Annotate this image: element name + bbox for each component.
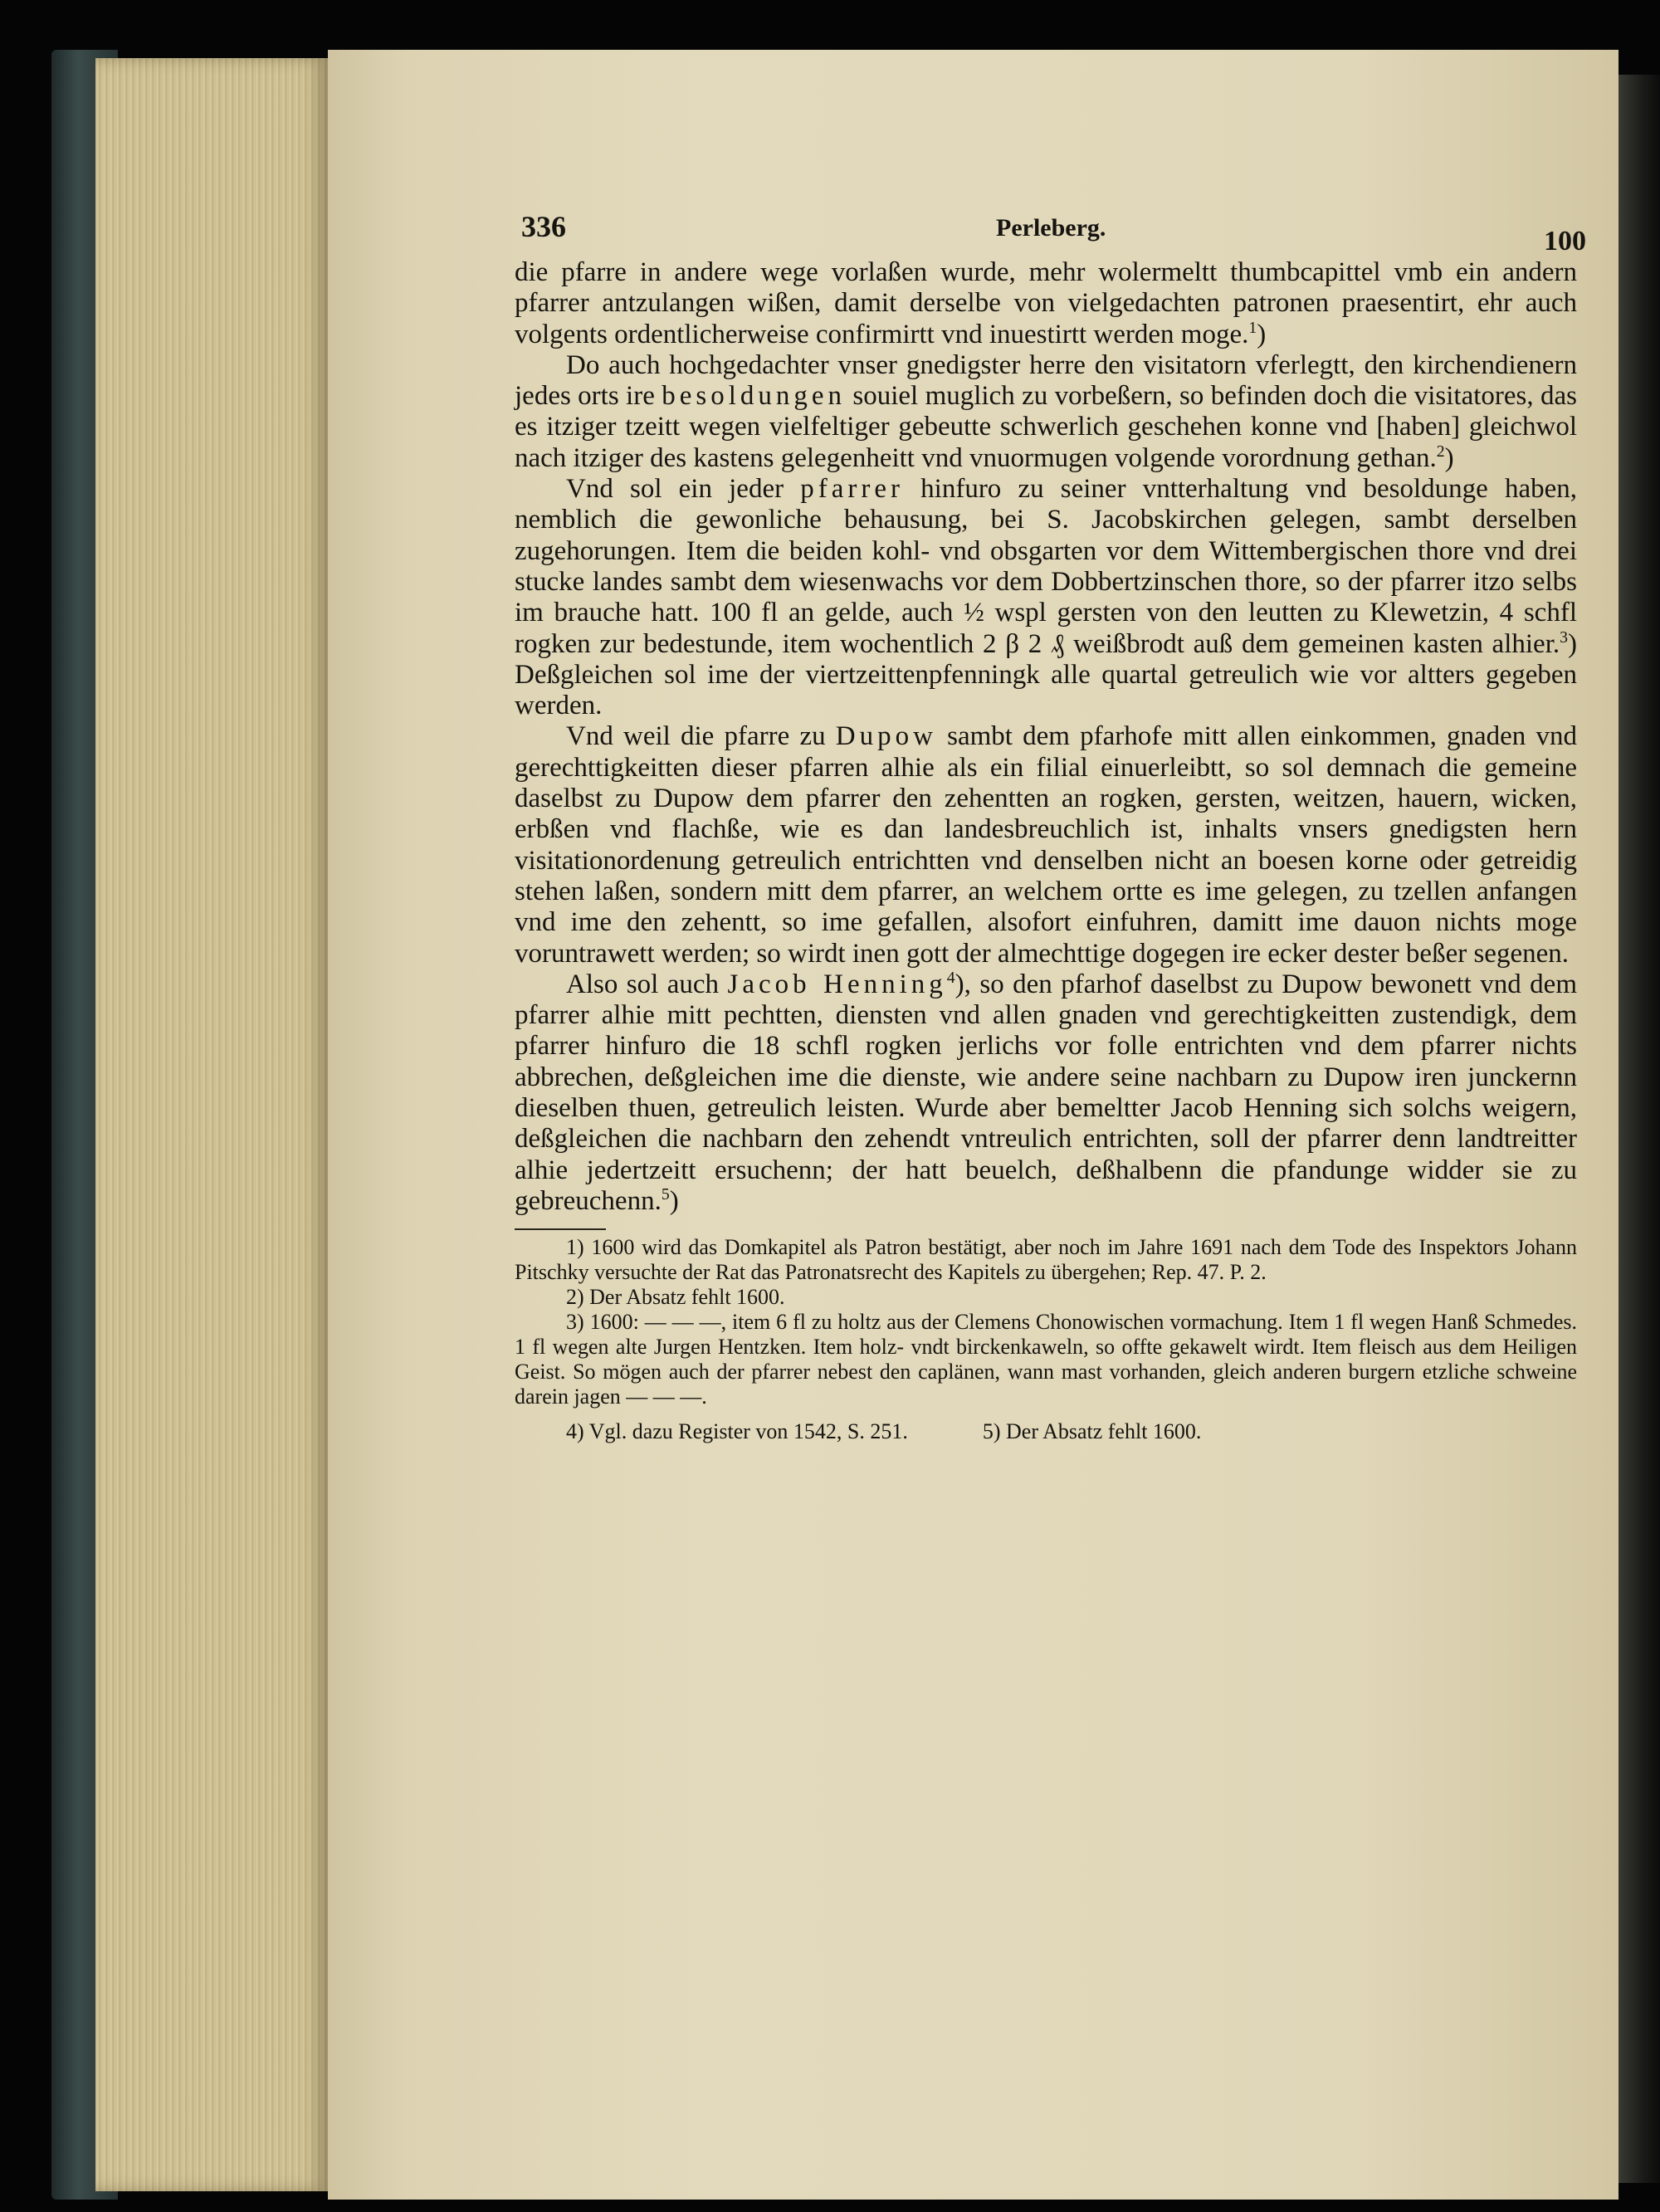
text-run: ), so den pfarhof daselbst zu Dupow bewonett vnd dem pfarrer alhie mitt pechtten, diensten vnd allen gnaden vnd gerechtigkeitten zustendigk, dem pfarrer hinfuro die 18 schfl rogken jerlichs vor folle entrichten vnd dem pfarrer nichts abbrechen, deßgleichen ime die dienste, wie andere seine nachbarn zu Dupow iren junckernn dieselben thuen, getreulich leisten. Wurde aber bemeltter Jacob Henning sich solchs weigern, deßgleichen die nachbarn den zehendt vntreulich entrichten, soll der pfarrer denn landtreitter alhie jedertzeitt ersuchenn; der hatt beuelch, deßhalbenn die pfandunge widder sie zu gebreuchenn. xyxy=(515,969,1577,1216)
text-run: Vnd sol ein jeder xyxy=(566,474,801,505)
page-content xyxy=(515,199,1586,1444)
spaced-term: besoldungen xyxy=(662,381,847,412)
facing-page-edge xyxy=(1618,75,1660,2183)
footnote-ref: 5 xyxy=(661,1184,670,1204)
text-run: ) xyxy=(1257,319,1267,349)
page-stack-edge xyxy=(95,58,328,2191)
spaced-term: Dupow xyxy=(835,721,937,752)
paragraph-5 xyxy=(515,969,1577,1217)
paragraph-1 xyxy=(515,257,1577,350)
running-head: Perleberg. xyxy=(996,214,1106,242)
text-run: souiel muglich zu vorbeßern, so befinden doch die visitatores, das es itziger tzeitt wegen vielfeltiger gebeutte schwerlich geschehen konne vnd [haben] gleichwol nach itziger des kastens gelegenheitt vnd vnuormugen volgende vorordnung gethan. xyxy=(515,381,1577,473)
spaced-term: pfarrer xyxy=(800,474,904,505)
paragraph-3 xyxy=(515,474,1577,721)
footnote-3: 3) 1600: — — —, item 6 fl zu holtz aus der Clemens Chonowischen vormachung. Item 1 fl wegen Hanß Schmedes. 1 fl wegen alte Jurgen Hentzken. Item holz- vndt birckenkaweln, so offte gekawelt wirdt. Item fleisch aus dem Heiligen Geist. So mögen auch der pfarrer nebest den caplänen, wann mast vorhanden, gleich anderen burgern etzliche schweine darein jagen — — —. xyxy=(515,1310,1577,1409)
footnotes xyxy=(515,1235,1577,1444)
spaced-term: Jacob Henning xyxy=(727,969,947,999)
footnote-ref: 1 xyxy=(1248,318,1257,337)
page-header xyxy=(515,199,1586,257)
page-number: 336 xyxy=(521,210,566,243)
text-run: Vnd weil die pfarre zu xyxy=(566,721,836,752)
text-run: Also sol auch xyxy=(566,969,728,999)
text-run: sambt dem pfarhofe mitt allen einkommen, gnaden vnd gerechttigkeitten dieser pfarren alhie als ein filial einuerleibtt, so sol demnach die gemeine daselbst zu Dupow dem pfarrer den zehentten an rogken, gersten, weitzen, hauern, wicken, erbßen vnd flachße, wie es dan landesbreuchlich ist, inhalts vnsers gnedigsten hern visitationordenung getreulich entrichtten vnd denselben nicht an boesen korne oder getreidig stehen laßen, sondern mitt dem pfarrer, an welchem ortte es ime gelegen, zu tzellen anfangen vnd ime den zehentt, so ime gefallen, alsofort einfuhren, damitt ime dauon nichts moge voruntrawett werden; so wirdt inen gott der almechttige dogegen ire ecker dester beßer segenen. xyxy=(515,721,1577,969)
footnote-ref: 3 xyxy=(1560,627,1568,647)
footnote-rule xyxy=(515,1228,606,1230)
footnote-ref: 4 xyxy=(946,968,955,987)
text-run: ) xyxy=(669,1185,679,1216)
text-run: Do auch hochgedachter vnser gnedigster herre den visitatorn vferlegtt, den kirchendienern jedes orts ire xyxy=(515,349,1577,412)
text-run: ) Deßgleichen sol ime der viertzeittenpfenningk alle quartal getreulich wie vor altters gegeben werden. xyxy=(515,628,1577,721)
paragraph-2 xyxy=(515,350,1577,474)
footnote-5: 5) Der Absatz fehlt 1600. xyxy=(982,1419,1202,1444)
footnote-2: 2) Der Absatz fehlt 1600. xyxy=(566,1285,785,1310)
footnote-row xyxy=(515,1419,1577,1444)
text-run: hinfuro zu seiner vntterhaltung vnd besoldunge haben, nemblich die gewonliche behausung, bei S. Jacobskirchen gelegen, sambt derselben zugehorungen. Item die beiden kohl- vnd obsgarten vor dem Wittembergischen thore vnd drei stucke landes sambt dem wiesenwachs vor dem Dobbertzinschen thore, so der pfarrer itzo selbs im brauche hatt. 100 fl an gelde, auch ½ wspl gersten von den leutten zu Klewetzin, 4 schfl rogken zur bedestunde, item wochentlich 2 β 2 ₰ weißbrodt auß dem gemeinen kasten alhier. xyxy=(515,474,1577,659)
footnote-ref: 2 xyxy=(1436,442,1445,461)
paragraph-4 xyxy=(515,721,1577,969)
body-text xyxy=(515,257,1577,1217)
footnote-4: 4) Vgl. dazu Register von 1542, S. 251. xyxy=(566,1419,908,1444)
footnote-1: 1) 1600 wird das Domkapitel als Patron bestätigt, aber noch im Jahre 1691 nach dem Tode des Inspektors Johann Pitschky versuchte der Rat das Patronatsrecht des Kapitels zu übergehen; Rep. 47. P. 2. xyxy=(515,1235,1577,1285)
text-run: die pfarre in andere wege vorlaßen wurde, mehr wolermeltt thumbcapittel vmb ein andern pfarrer antzulangen wißen, damit derselbe von vielgedachten patronen praesentirt, ehr auch volgents ordentlicherweise confirmirtt vnd inuestirtt werden moge. xyxy=(515,257,1577,349)
signature-mark: 100 xyxy=(1544,226,1586,256)
text-run: ) xyxy=(1444,442,1454,473)
